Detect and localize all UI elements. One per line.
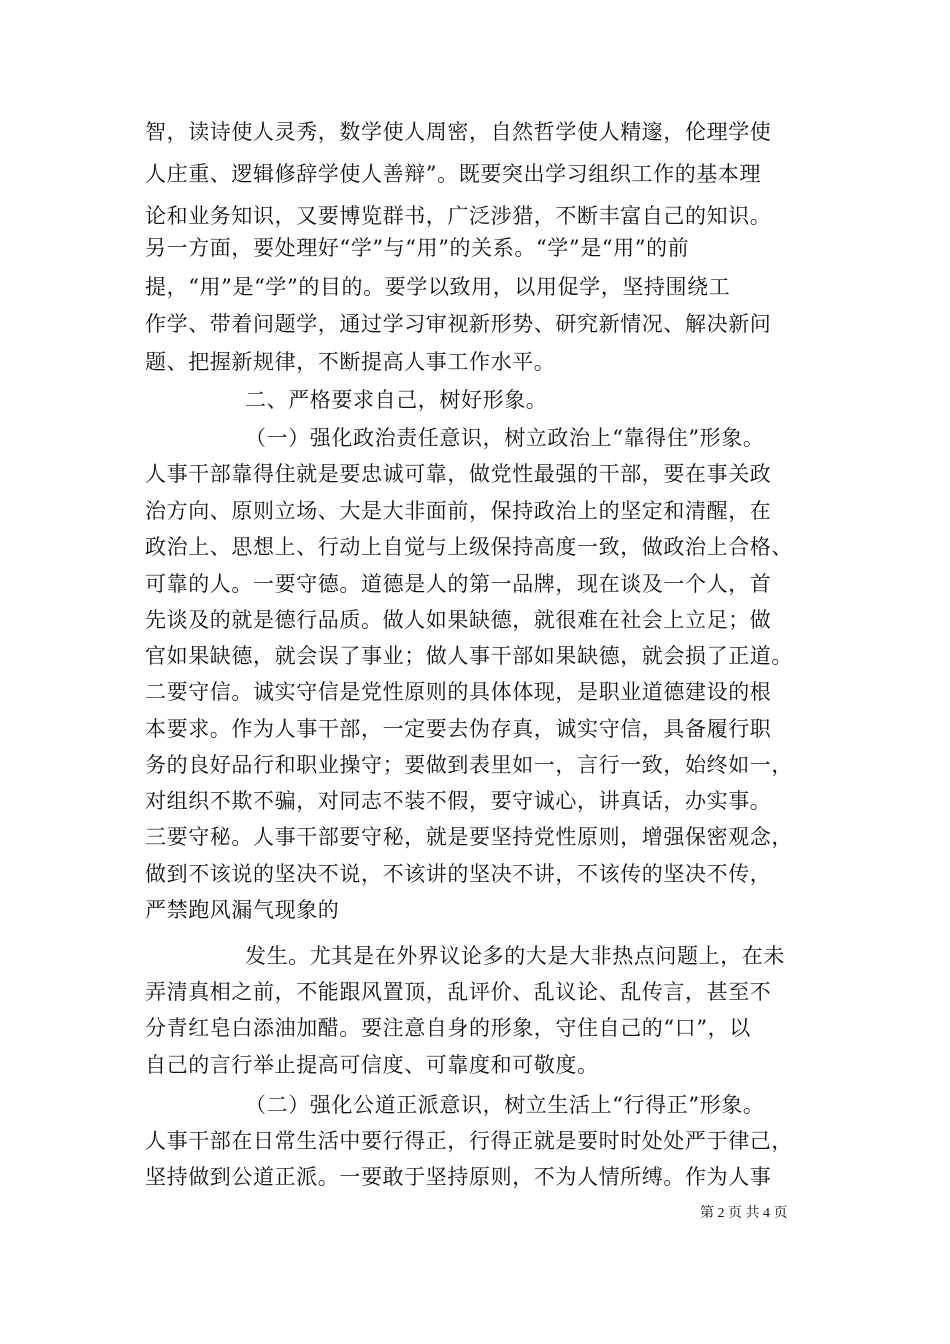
text-line: 另一方面，要处理好“学”与“用”的关系。“学”是“用”的前 [145,236,690,260]
text-line: 治方向、原则立场、大是大非面前，保持政治上的坚定和清醒，在 [145,499,772,523]
text-line: 本要求。作为人事干部，一定要去伪存真，诚实守信，具备履行职 [145,717,772,741]
text-line: 论和业务知识，又要博览群书，广泛涉猎，不断丰富自己的知识。 [145,204,772,228]
text-line: 人事干部靠得住就是要忠诚可靠，做党性最强的干部，要在事关政 [145,462,772,486]
text-line: 分青红皂白添油加醋。要注意自身的形象，守住自己的“口”，以 [145,1016,751,1040]
text-line: 务的良好品行和职业操守；要做到表里如一，言行一致，始终如一， [145,753,793,777]
text-line: 政治上、思想上、行动上自觉与上级保持高度一致，做政治上合格、 [145,535,793,559]
text-line: 对组织不欺不骗，对同志不装不假，要守诚心，讲真话，办实事。 [145,789,772,813]
section-heading: 二、严格要求自己，树好形象。 [245,388,548,412]
text-line: 题、把握新规律，不断提高人事工作水平。 [145,350,556,374]
text-line: 坚持做到公道正派。一要敢于坚持原则，不为人情所缚。作为人事 [145,1165,772,1189]
text-line: 三要守秘。人事干部要守秘，就是要坚持党性原则，增强保密观念， [145,825,793,849]
text-line: 可靠的人。一要守德。道德是人的第一品牌，现在谈及一个人，首 [145,572,772,596]
text-line: 发生。尤其是在外界议论多的大是大非热点问题上，在未 [245,944,785,968]
text-line: 做到不该说的坚决不说，不该讲的坚决不讲，不该传的坚决不传， [145,862,772,886]
text-line: 人庄重、逻辑修辞学使人善辩”。既要突出学习组织工作的基本理 [145,162,762,186]
text-line: 自己的言行举止提高可信度、可靠度和可敬度。 [145,1053,599,1077]
text-line: 弄清真相之前，不能跟风置顶，乱评价、乱议论、乱传言，甚至不 [145,980,772,1004]
text-line: 智，读诗使人灵秀，数学使人周密，自然哲学使人精邃，伦理学使 [145,120,772,144]
text-line: 人事干部在日常生活中要行得正，行得正就是要时时处处严于律己， [145,1129,793,1153]
text-line: 作学、带着问题学，通过学习审视新形势、研究新情况、解决新问 [145,312,772,336]
subsection-heading: （二）强化公道正派意识，树立生活上“行得正”形象。 [245,1093,765,1117]
text-line: 二要守信。诚实守信是党性原则的具体体现，是职业道德建设的根 [145,680,772,704]
page-number-footer: 第 2 页 共 4 页 [700,1206,788,1221]
text-line: 提，“用”是“学”的目的。要学以致用，以用促学，坚持围绕工 [145,275,731,299]
text-line: 先谈及的就是德行品质。做人如果缺德，就很难在社会上立足；做 [145,608,772,632]
text-line: 官如果缺德，就会误了事业；做人事干部如果缺德，就会损了正道。 [145,644,793,668]
subsection-heading: （一）强化政治责任意识，树立政治上“靠得住”形象。 [245,426,765,450]
text-line: 严禁跑风漏气现象的 [145,898,340,922]
